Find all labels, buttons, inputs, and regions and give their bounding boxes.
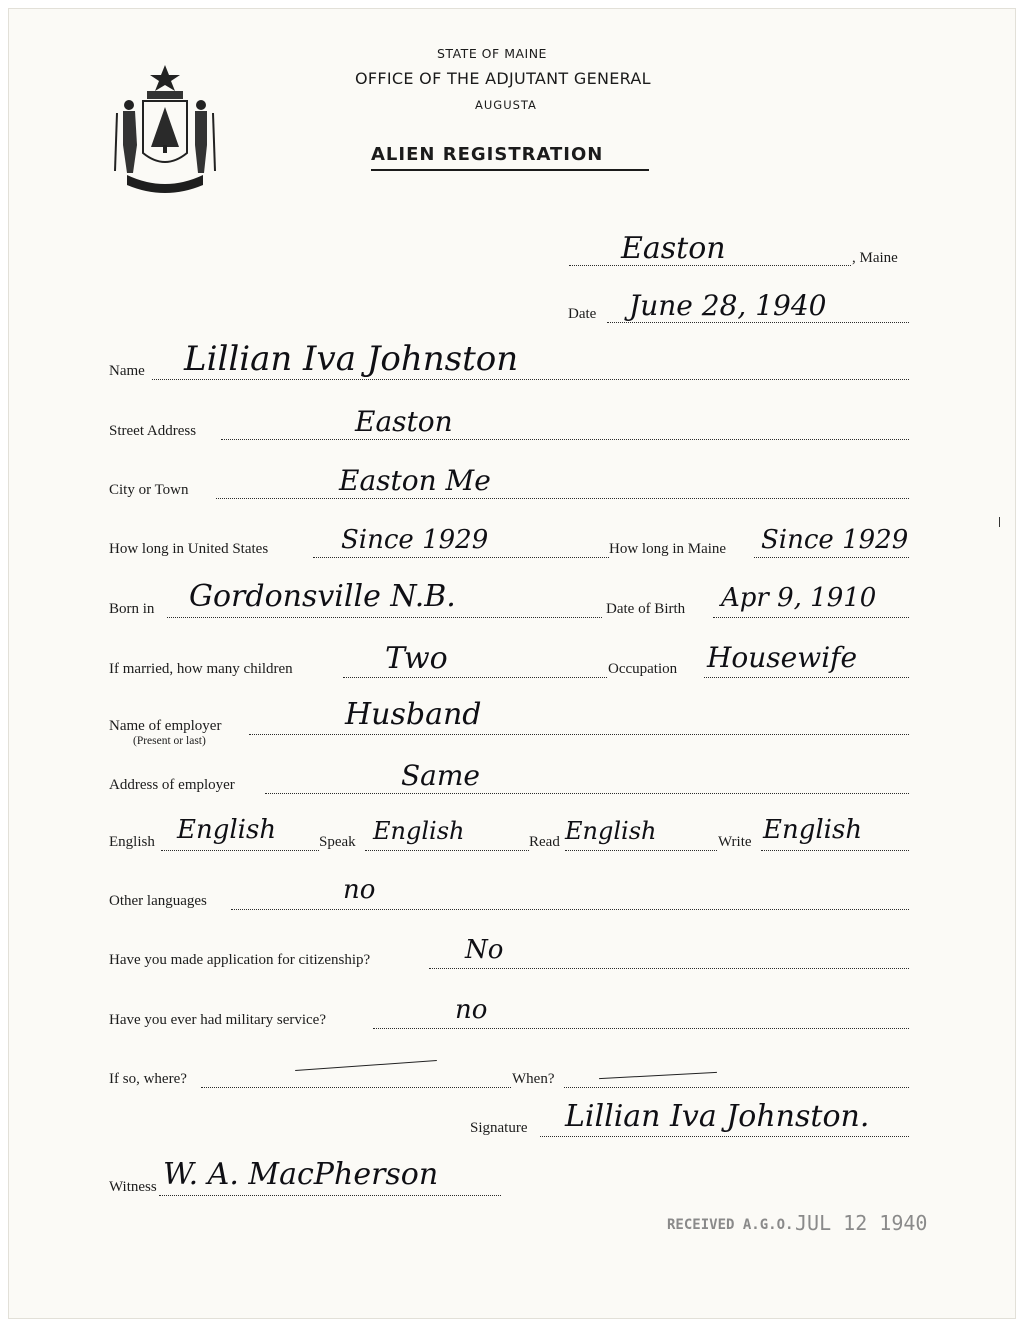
employer-value: Husband xyxy=(345,697,482,732)
english-label: English xyxy=(109,834,155,850)
when-label: When? xyxy=(512,1071,555,1087)
city-line xyxy=(216,498,909,499)
name-label: Name xyxy=(109,363,145,379)
maine-duration-value: Since 1929 xyxy=(761,525,909,555)
where-line xyxy=(201,1087,511,1088)
citizenship-label: Have you made application for citizenship? xyxy=(109,952,371,968)
street-value: Easton xyxy=(355,405,453,438)
english-line xyxy=(161,850,319,851)
signature-line xyxy=(540,1136,909,1137)
received-stamp-date: JUL 12 1940 xyxy=(795,1211,928,1235)
city-label: City or Town xyxy=(109,482,189,498)
received-stamp-text: RECEIVED A.G.O. xyxy=(667,1217,794,1233)
form-title: ALIEN REGISTRATION xyxy=(371,144,604,165)
occupation-label: Occupation xyxy=(608,661,678,677)
military-line xyxy=(373,1028,909,1029)
dob-line xyxy=(713,617,909,618)
witness-label: Witness xyxy=(109,1179,157,1195)
military-label: Have you ever had military service? xyxy=(109,1012,326,1028)
office-heading: OFFICE OF THE ADJUTANT GENERAL xyxy=(355,69,651,88)
born-value: Gordonsville N.B. xyxy=(189,579,456,614)
write-value: English xyxy=(763,815,863,845)
us-duration-value: Since 1929 xyxy=(341,525,489,555)
occupation-value: Housewife xyxy=(707,641,858,674)
citizenship-line xyxy=(429,968,909,969)
maine-duration-label: How long in Maine xyxy=(609,541,727,557)
city-value: Easton Me xyxy=(339,464,491,497)
english-value: English xyxy=(177,815,277,845)
write-line xyxy=(761,850,909,851)
name-value: Lillian Iva Johnston xyxy=(184,339,519,379)
dob-label: Date of Birth xyxy=(606,601,686,617)
registration-form xyxy=(8,8,1016,1319)
employer-line xyxy=(249,734,909,735)
when-dash-mark xyxy=(599,1072,717,1079)
signature-label: Signature xyxy=(470,1120,528,1136)
signature-value: Lillian Iva Johnston. xyxy=(565,1099,870,1134)
employer-address-label: Address of employer xyxy=(109,777,235,793)
employer-label: Name of employer xyxy=(109,718,222,734)
employer-address-value: Same xyxy=(401,759,480,792)
witness-value: W. A. MacPherson xyxy=(163,1157,439,1192)
name-line xyxy=(152,379,909,380)
read-line xyxy=(565,850,717,851)
title-underline xyxy=(371,169,649,171)
other-languages-value: no xyxy=(343,875,376,905)
other-languages-line xyxy=(231,909,909,910)
city-heading: AUGUSTA xyxy=(475,98,537,112)
military-value: no xyxy=(455,995,488,1025)
employer-address-line xyxy=(265,793,909,794)
read-value: English xyxy=(565,817,657,845)
where-dash-mark xyxy=(295,1060,437,1071)
place-suffix-label: , Maine xyxy=(852,250,898,266)
state-heading: STATE OF MAINE xyxy=(437,46,547,61)
witness-line xyxy=(159,1195,501,1196)
born-line xyxy=(167,617,602,618)
maine-duration-line xyxy=(754,557,909,558)
occupation-line xyxy=(704,677,909,678)
children-value: Two xyxy=(385,641,448,676)
seal-banner-text: MAINE xyxy=(148,172,185,183)
speak-label: Speak xyxy=(319,834,356,850)
date-label: Date xyxy=(568,306,597,322)
speak-line xyxy=(365,850,529,851)
street-line xyxy=(221,439,909,440)
employer-sublabel: (Present or last) xyxy=(133,735,206,747)
write-label: Write xyxy=(718,834,752,850)
place-value: Easton xyxy=(621,231,726,266)
margin-mark xyxy=(999,517,1003,527)
us-duration-label: How long in United States xyxy=(109,541,269,557)
other-languages-label: Other languages xyxy=(109,893,207,909)
date-line xyxy=(607,322,909,323)
read-label: Read xyxy=(529,834,560,850)
dob-value: Apr 9, 1910 xyxy=(721,583,877,613)
where-label: If so, where? xyxy=(109,1071,187,1087)
children-label: If married, how many children xyxy=(109,661,293,677)
citizenship-value: No xyxy=(465,935,504,965)
children-line xyxy=(343,677,607,678)
street-label: Street Address xyxy=(109,423,197,439)
date-value: June 28, 1940 xyxy=(629,289,827,322)
us-duration-line xyxy=(313,557,609,558)
when-line xyxy=(564,1087,909,1088)
speak-value: English xyxy=(373,817,465,845)
born-label: Born in xyxy=(109,601,155,617)
